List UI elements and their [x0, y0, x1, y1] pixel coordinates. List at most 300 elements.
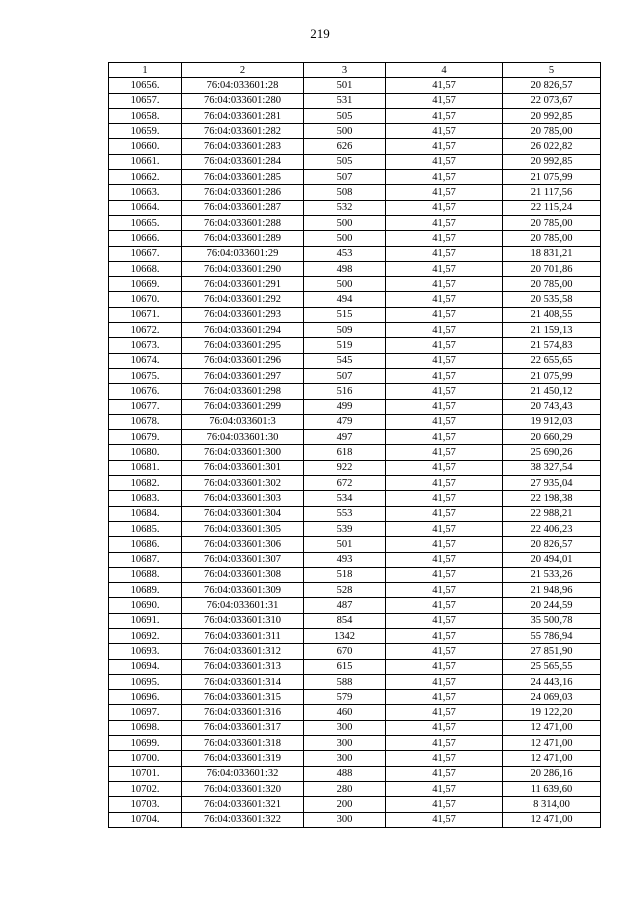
- table-cell: 41,57: [386, 797, 503, 812]
- table-cell: 76:04:033601:284: [182, 154, 304, 169]
- table-cell: 27 851,90: [503, 644, 601, 659]
- table-cell: 11 639,60: [503, 781, 601, 796]
- table-cell: 41,57: [386, 720, 503, 735]
- table-cell: 10697.: [109, 705, 182, 720]
- table-cell: 76:04:033601:286: [182, 185, 304, 200]
- table-row: [109, 414, 601, 429]
- table-cell: 534: [304, 491, 386, 506]
- table-cell: 10669.: [109, 277, 182, 292]
- table-row: [109, 766, 601, 781]
- table-cell: 20 826,57: [503, 537, 601, 552]
- table-cell: 579: [304, 690, 386, 705]
- table-cell: 300: [304, 720, 386, 735]
- table-cell: 10700.: [109, 751, 182, 766]
- table-cell: 10691.: [109, 613, 182, 628]
- table-cell: 460: [304, 705, 386, 720]
- table-row: [109, 460, 601, 475]
- table-row: [109, 674, 601, 689]
- table-cell: 12 471,00: [503, 751, 601, 766]
- table-cell: 500: [304, 215, 386, 230]
- table-cell: 10690.: [109, 598, 182, 613]
- table-cell: 854: [304, 613, 386, 628]
- table-cell: 35 500,78: [503, 613, 601, 628]
- table-row: [109, 521, 601, 536]
- table-cell: 41,57: [386, 414, 503, 429]
- table-cell: 41,57: [386, 323, 503, 338]
- table-row: [109, 613, 601, 628]
- table-cell: 21 574,83: [503, 338, 601, 353]
- table-row: [109, 108, 601, 123]
- table-row: [109, 476, 601, 491]
- table-cell: 76:04:033601:299: [182, 399, 304, 414]
- table-cell: 22 198,38: [503, 491, 601, 506]
- table-cell: 76:04:033601:31: [182, 598, 304, 613]
- table-cell: 41,57: [386, 353, 503, 368]
- table-row: [109, 292, 601, 307]
- table-cell: 41,57: [386, 613, 503, 628]
- table-cell: 519: [304, 338, 386, 353]
- table-cell: 76:04:033601:293: [182, 307, 304, 322]
- table-cell: 24 069,03: [503, 690, 601, 705]
- column-header: 3: [304, 63, 386, 78]
- table-cell: 10673.: [109, 338, 182, 353]
- table-cell: 10662.: [109, 170, 182, 185]
- table-cell: 10689.: [109, 583, 182, 598]
- table-cell: 499: [304, 399, 386, 414]
- table-cell: 508: [304, 185, 386, 200]
- table-cell: 618: [304, 445, 386, 460]
- table-cell: 10672.: [109, 323, 182, 338]
- table-cell: 41,57: [386, 154, 503, 169]
- table-cell: 76:04:033601:319: [182, 751, 304, 766]
- table-cell: 501: [304, 537, 386, 552]
- table-cell: 20 826,57: [503, 78, 601, 93]
- table-row: [109, 384, 601, 399]
- table-cell: 10685.: [109, 521, 182, 536]
- table-cell: 76:04:033601:314: [182, 674, 304, 689]
- table-cell: 10701.: [109, 766, 182, 781]
- table-cell: 76:04:033601:307: [182, 552, 304, 567]
- table-row: [109, 93, 601, 108]
- table-row: [109, 751, 601, 766]
- data-table: [108, 62, 601, 828]
- table-cell: 516: [304, 384, 386, 399]
- table-cell: 21 159,13: [503, 323, 601, 338]
- table-cell: 10663.: [109, 185, 182, 200]
- table-cell: 10676.: [109, 384, 182, 399]
- table-cell: 76:04:033601:32: [182, 766, 304, 781]
- table-cell: 76:04:033601:308: [182, 567, 304, 582]
- table-cell: 531: [304, 93, 386, 108]
- table-cell: 10674.: [109, 353, 182, 368]
- table-cell: 76:04:033601:30: [182, 430, 304, 445]
- table-row: [109, 231, 601, 246]
- table-cell: 10704.: [109, 812, 182, 827]
- table-cell: 21 117,56: [503, 185, 601, 200]
- table-cell: 10677.: [109, 399, 182, 414]
- table-row: [109, 277, 601, 292]
- table-row: [109, 659, 601, 674]
- table-row: [109, 353, 601, 368]
- table-cell: 41,57: [386, 583, 503, 598]
- table-cell: 76:04:033601:312: [182, 644, 304, 659]
- table-cell: 22 115,24: [503, 200, 601, 215]
- table-cell: 76:04:033601:315: [182, 690, 304, 705]
- table-cell: 10684.: [109, 506, 182, 521]
- table-row: [109, 567, 601, 582]
- table-cell: 76:04:033601:292: [182, 292, 304, 307]
- table-cell: 41,57: [386, 277, 503, 292]
- table-cell: 76:04:033601:309: [182, 583, 304, 598]
- table-cell: 280: [304, 781, 386, 796]
- table-cell: 515: [304, 307, 386, 322]
- table-row: [109, 430, 601, 445]
- table-row: [109, 124, 601, 139]
- table-cell: 10702.: [109, 781, 182, 796]
- table-cell: 76:04:033601:295: [182, 338, 304, 353]
- table-row: [109, 812, 601, 827]
- table-cell: 41,57: [386, 460, 503, 475]
- table-cell: 8 314,00: [503, 797, 601, 812]
- table-cell: 41,57: [386, 445, 503, 460]
- table-cell: 528: [304, 583, 386, 598]
- table-cell: 76:04:033601:322: [182, 812, 304, 827]
- table-cell: 553: [304, 506, 386, 521]
- table-cell: 41,57: [386, 736, 503, 751]
- table-cell: 76:04:033601:294: [182, 323, 304, 338]
- table-row: [109, 323, 601, 338]
- table-cell: 41,57: [386, 751, 503, 766]
- table-cell: 76:04:033601:289: [182, 231, 304, 246]
- table-row: [109, 154, 601, 169]
- table-cell: 76:04:033601:3: [182, 414, 304, 429]
- table-cell: 21 533,26: [503, 567, 601, 582]
- table-cell: 10658.: [109, 108, 182, 123]
- table-cell: 1342: [304, 628, 386, 643]
- table-cell: 10668.: [109, 261, 182, 276]
- table-cell: 25 690,26: [503, 445, 601, 460]
- table-cell: 501: [304, 78, 386, 93]
- table-cell: 10681.: [109, 460, 182, 475]
- table-header-row: [109, 63, 601, 78]
- table-cell: 10692.: [109, 628, 182, 643]
- table-row: [109, 491, 601, 506]
- table-cell: 10667.: [109, 246, 182, 261]
- table-cell: 22 988,21: [503, 506, 601, 521]
- table-cell: 55 786,94: [503, 628, 601, 643]
- table-cell: 41,57: [386, 705, 503, 720]
- table-row: [109, 736, 601, 751]
- table-cell: 76:04:033601:290: [182, 261, 304, 276]
- table-cell: 300: [304, 751, 386, 766]
- table-cell: 10665.: [109, 215, 182, 230]
- table-cell: 10699.: [109, 736, 182, 751]
- table-row: [109, 781, 601, 796]
- table-cell: 76:04:033601:317: [182, 720, 304, 735]
- table-cell: 41,57: [386, 108, 503, 123]
- table-cell: 12 471,00: [503, 736, 601, 751]
- table-cell: 18 831,21: [503, 246, 601, 261]
- table-cell: 24 443,16: [503, 674, 601, 689]
- table-cell: 494: [304, 292, 386, 307]
- table-cell: 41,57: [386, 674, 503, 689]
- table-cell: 76:04:033601:281: [182, 108, 304, 123]
- table-cell: 41,57: [386, 292, 503, 307]
- table-cell: 20 535,58: [503, 292, 601, 307]
- table-row: [109, 368, 601, 383]
- table-cell: 10683.: [109, 491, 182, 506]
- table-cell: 12 471,00: [503, 720, 601, 735]
- table-row: [109, 628, 601, 643]
- table-cell: 10659.: [109, 124, 182, 139]
- table-cell: 10664.: [109, 200, 182, 215]
- table-cell: 76:04:033601:297: [182, 368, 304, 383]
- table-cell: 22 655,65: [503, 353, 601, 368]
- table-cell: 10688.: [109, 567, 182, 582]
- table-cell: 76:04:033601:283: [182, 139, 304, 154]
- table-cell: 10698.: [109, 720, 182, 735]
- table-cell: 20 244,59: [503, 598, 601, 613]
- table-cell: 10682.: [109, 476, 182, 491]
- table-cell: 20 992,85: [503, 154, 601, 169]
- table-cell: 19 912,03: [503, 414, 601, 429]
- table-cell: 507: [304, 368, 386, 383]
- table-cell: 670: [304, 644, 386, 659]
- table-row: [109, 139, 601, 154]
- table-cell: 453: [304, 246, 386, 261]
- table-cell: 532: [304, 200, 386, 215]
- table-cell: 41,57: [386, 261, 503, 276]
- table-cell: 507: [304, 170, 386, 185]
- table-cell: 500: [304, 124, 386, 139]
- table-cell: 41,57: [386, 430, 503, 445]
- table-cell: 10703.: [109, 797, 182, 812]
- table-cell: 25 565,55: [503, 659, 601, 674]
- table-cell: 41,57: [386, 307, 503, 322]
- table-cell: 12 471,00: [503, 812, 601, 827]
- table-cell: 76:04:033601:305: [182, 521, 304, 536]
- table-row: [109, 200, 601, 215]
- table-cell: 76:04:033601:303: [182, 491, 304, 506]
- table-cell: 20 785,00: [503, 124, 601, 139]
- table-cell: 41,57: [386, 812, 503, 827]
- table-cell: 518: [304, 567, 386, 582]
- table-cell: 41,57: [386, 139, 503, 154]
- table-cell: 200: [304, 797, 386, 812]
- table-cell: 41,57: [386, 766, 503, 781]
- table-cell: 21 948,96: [503, 583, 601, 598]
- table-cell: 76:04:033601:300: [182, 445, 304, 460]
- table-cell: 20 785,00: [503, 231, 601, 246]
- table-cell: 505: [304, 154, 386, 169]
- table-cell: 10656.: [109, 78, 182, 93]
- table-cell: 76:04:033601:301: [182, 460, 304, 475]
- table-cell: 20 743,43: [503, 399, 601, 414]
- table-cell: 588: [304, 674, 386, 689]
- table-cell: 41,57: [386, 598, 503, 613]
- table-cell: 10671.: [109, 307, 182, 322]
- table-cell: 20 286,16: [503, 766, 601, 781]
- table-cell: 509: [304, 323, 386, 338]
- table-cell: 10696.: [109, 690, 182, 705]
- table-cell: 539: [304, 521, 386, 536]
- table-cell: 76:04:033601:313: [182, 659, 304, 674]
- table-cell: 76:04:033601:321: [182, 797, 304, 812]
- table-cell: 41,57: [386, 537, 503, 552]
- table-cell: 41,57: [386, 185, 503, 200]
- table-cell: 76:04:033601:287: [182, 200, 304, 215]
- table-cell: 10657.: [109, 93, 182, 108]
- table-row: [109, 78, 601, 93]
- table-cell: 27 935,04: [503, 476, 601, 491]
- table-cell: 498: [304, 261, 386, 276]
- table-cell: 672: [304, 476, 386, 491]
- table-row: [109, 690, 601, 705]
- table-cell: 545: [304, 353, 386, 368]
- table-cell: 21 450,12: [503, 384, 601, 399]
- table-row: [109, 399, 601, 414]
- table-row: [109, 506, 601, 521]
- table-row: [109, 445, 601, 460]
- table-cell: 41,57: [386, 521, 503, 536]
- table-cell: 21 408,55: [503, 307, 601, 322]
- table-cell: 41,57: [386, 78, 503, 93]
- table-cell: 41,57: [386, 399, 503, 414]
- table-cell: 21 075,99: [503, 368, 601, 383]
- table-cell: 497: [304, 430, 386, 445]
- table-cell: 76:04:033601:282: [182, 124, 304, 139]
- table-row: [109, 537, 601, 552]
- table-cell: 41,57: [386, 338, 503, 353]
- table-cell: 10661.: [109, 154, 182, 169]
- table-cell: 76:04:033601:29: [182, 246, 304, 261]
- table-cell: 76:04:033601:310: [182, 613, 304, 628]
- table-row: [109, 705, 601, 720]
- table-cell: 76:04:033601:316: [182, 705, 304, 720]
- table-row: [109, 644, 601, 659]
- table-cell: 76:04:033601:311: [182, 628, 304, 643]
- table-cell: 76:04:033601:280: [182, 93, 304, 108]
- table-cell: 20 701,86: [503, 261, 601, 276]
- table-cell: 10686.: [109, 537, 182, 552]
- table-cell: 41,57: [386, 93, 503, 108]
- table-cell: 41,57: [386, 200, 503, 215]
- table-cell: 41,57: [386, 781, 503, 796]
- table-cell: 41,57: [386, 628, 503, 643]
- table-cell: 41,57: [386, 231, 503, 246]
- table-row: [109, 720, 601, 735]
- table-row: [109, 185, 601, 200]
- column-header: 4: [386, 63, 503, 78]
- table-cell: 10666.: [109, 231, 182, 246]
- table-cell: 19 122,20: [503, 705, 601, 720]
- table-cell: 626: [304, 139, 386, 154]
- table-cell: 76:04:033601:285: [182, 170, 304, 185]
- table-body: [109, 78, 601, 828]
- table-cell: 41,57: [386, 476, 503, 491]
- table-row: [109, 261, 601, 276]
- table-cell: 41,57: [386, 567, 503, 582]
- table-cell: 76:04:033601:291: [182, 277, 304, 292]
- table-cell: 615: [304, 659, 386, 674]
- table-cell: 10660.: [109, 139, 182, 154]
- page-number: 219: [310, 26, 330, 41]
- table-cell: 41,57: [386, 124, 503, 139]
- table-cell: 41,57: [386, 170, 503, 185]
- table-cell: 76:04:033601:306: [182, 537, 304, 552]
- table-cell: 505: [304, 108, 386, 123]
- column-header: 2: [182, 63, 304, 78]
- table-cell: 76:04:033601:304: [182, 506, 304, 521]
- table-cell: 41,57: [386, 215, 503, 230]
- table-cell: 20 494,01: [503, 552, 601, 567]
- table-cell: 41,57: [386, 659, 503, 674]
- table-row: [109, 797, 601, 812]
- table-cell: 10675.: [109, 368, 182, 383]
- table-cell: 76:04:033601:318: [182, 736, 304, 751]
- table-cell: 41,57: [386, 384, 503, 399]
- table-cell: 20 660,29: [503, 430, 601, 445]
- table-cell: 10694.: [109, 659, 182, 674]
- table-cell: 38 327,54: [503, 460, 601, 475]
- table-cell: 21 075,99: [503, 170, 601, 185]
- table-cell: 41,57: [386, 246, 503, 261]
- table-row: [109, 583, 601, 598]
- table-cell: 41,57: [386, 690, 503, 705]
- table-row: [109, 598, 601, 613]
- table-cell: 500: [304, 231, 386, 246]
- table-cell: 488: [304, 766, 386, 781]
- table-cell: 479: [304, 414, 386, 429]
- table-row: [109, 215, 601, 230]
- table-cell: 493: [304, 552, 386, 567]
- table-cell: 20 992,85: [503, 108, 601, 123]
- table-cell: 10693.: [109, 644, 182, 659]
- table-row: [109, 307, 601, 322]
- table-cell: 20 785,00: [503, 277, 601, 292]
- table-row: [109, 338, 601, 353]
- table-cell: 76:04:033601:288: [182, 215, 304, 230]
- table-cell: 500: [304, 277, 386, 292]
- table-cell: 41,57: [386, 368, 503, 383]
- table-cell: 22 406,23: [503, 521, 601, 536]
- table-cell: 487: [304, 598, 386, 613]
- table-cell: 41,57: [386, 506, 503, 521]
- table-cell: 10687.: [109, 552, 182, 567]
- table-cell: 76:04:033601:302: [182, 476, 304, 491]
- table-cell: 922: [304, 460, 386, 475]
- column-header: 1: [109, 63, 182, 78]
- table-cell: 10695.: [109, 674, 182, 689]
- table-cell: 76:04:033601:320: [182, 781, 304, 796]
- table-cell: 22 073,67: [503, 93, 601, 108]
- table-cell: 300: [304, 812, 386, 827]
- table-cell: 76:04:033601:28: [182, 78, 304, 93]
- table-cell: 76:04:033601:298: [182, 384, 304, 399]
- column-header: 5: [503, 63, 601, 78]
- table-cell: 41,57: [386, 491, 503, 506]
- table-cell: 10670.: [109, 292, 182, 307]
- table-cell: 41,57: [386, 552, 503, 567]
- table-row: [109, 170, 601, 185]
- table-cell: 20 785,00: [503, 215, 601, 230]
- table-cell: 10679.: [109, 430, 182, 445]
- table-row: [109, 246, 601, 261]
- table-cell: 26 022,82: [503, 139, 601, 154]
- table-cell: 10680.: [109, 445, 182, 460]
- table-cell: 76:04:033601:296: [182, 353, 304, 368]
- table-cell: 10678.: [109, 414, 182, 429]
